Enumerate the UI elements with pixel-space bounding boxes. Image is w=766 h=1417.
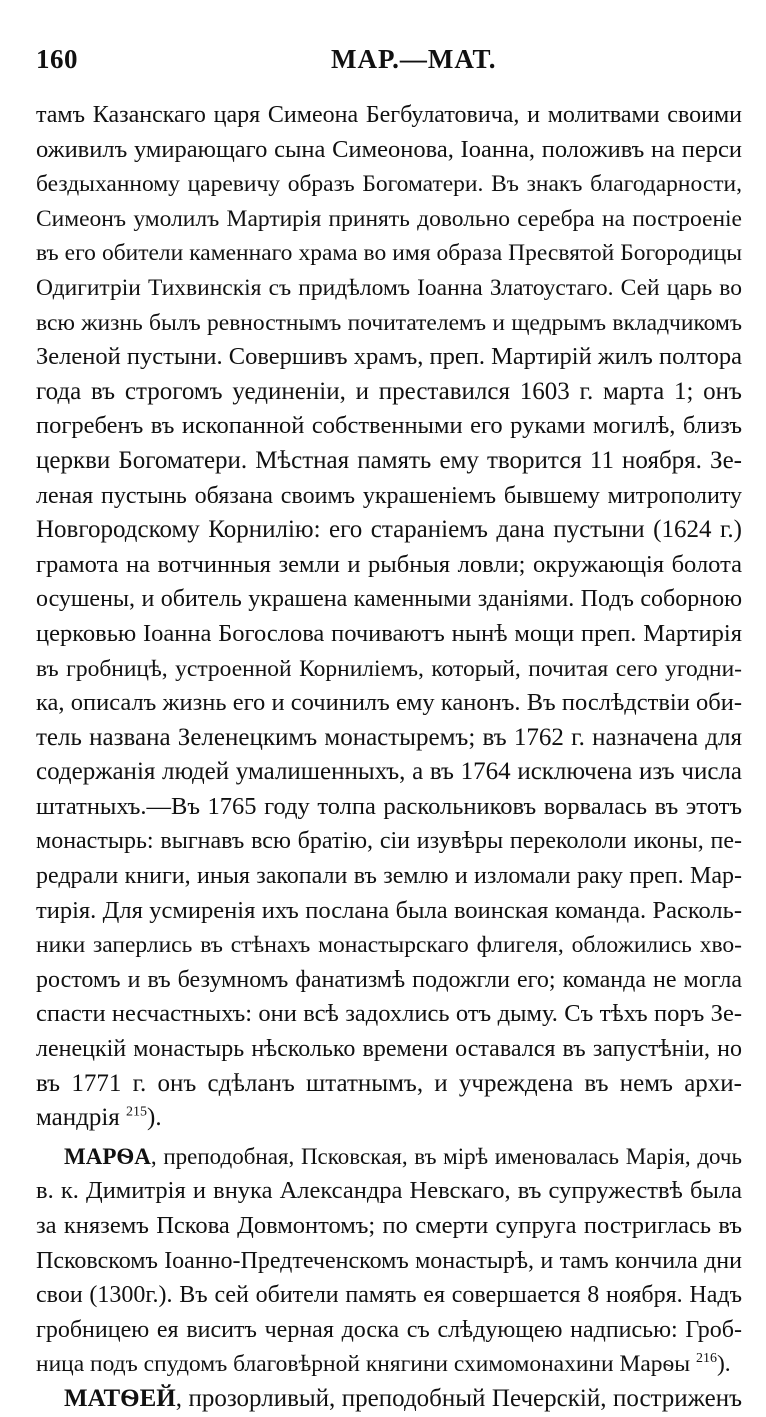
text-line: ростомъ и въ безумномъ фанатизмѣ подожгли его; команда не могла [36,966,742,993]
text-line: погребенъ въ ископанной собственными его руками могилѣ, близъ [36,412,742,440]
text-line [36,1382,742,1417]
text-line: леная пустынь обязана своимъ украшеніемъ бывшему митрополиту [36,482,742,509]
text-line: Одигитріи Тихвинскія съ придѣломъ Іоанна Златоустаго. Сей царь во [36,274,742,301]
entry-heading: МАРѲА [64,1143,151,1169]
text-line: спасти несчастныхъ: они всѣ задохлись отъ дыму. Съ тѣхъ поръ Зе- [36,1000,742,1028]
paragraph-martiry-continued [36,98,742,1136]
text-line: Симеонъ умолилъ Мартирія принять довольно серебра на построеніе [36,205,742,232]
text-line: содержанія людей умалишенныхъ, а въ 1764 исключена изъ числа [36,758,742,786]
text-line: ка, описалъ жизнь его и сочинилъ ему канонъ. Въ послѣдствіи оби- [36,689,742,717]
text-line [36,1101,742,1136]
running-head: МАР.—МАТ. [331,44,497,74]
text-line [36,1347,742,1382]
text-line [36,1140,742,1175]
text-line: свои (1300г.). Въ сей обители память ея совершается 8 ноября. Надъ [36,1282,742,1309]
text-line: церкви Богоматери. Мѣстная память ему творится 11 ноября. Зе- [36,446,742,474]
text-line: въ 1771 г. онъ сдѣланъ штатнымъ, и учреждена въ немъ архи- [36,1069,742,1097]
text-line: тель названа Зеленецкимъ монастыремъ; въ 1762 г. назначена для [36,723,742,751]
body-text [36,98,742,1417]
line-text-end: ). [147,1104,162,1132]
text-line: Псковскомъ Іоанно-Предтеченскомъ монастырѣ, и тамъ кончила дни [36,1247,742,1274]
text-line: ленецкій монастырь нѣсколько времени оставался въ запустѣніи, но [36,1036,742,1063]
page-header [36,44,744,84]
entry-heading: МАТѲЕЙ [64,1384,176,1412]
text-line: бездыханному царевичу образъ Богоматери. Въ знакъ благодарности, [36,171,742,198]
line-text: , преподобная, Псковская, въ мірѣ именовалась Марія, дочь [150,1143,742,1169]
paragraph-marfa [36,1140,742,1382]
text-line: церковью Іоанна Богослова почиваютъ нынѣ мощи преп. Мартирія [36,619,742,647]
text-line: тирія. Для усмиренія ихъ послана была воинская команда. Расколь- [36,896,742,924]
text-line: грамота на вотчинныя земли и рыбныя ловли; окружающія болота [36,550,742,578]
text-line: въ его обители каменнаго храма во имя образа Пресвятой Богородицы [36,240,742,267]
line-text: мандрія [36,1104,120,1132]
line-text-end: ). [716,1351,731,1378]
text-line: в. к. Димитрія и внука Александра Невскаго, въ супружествѣ была [36,1177,742,1205]
text-line: монастырь: выгнавъ всю братію, сіи изувѣры перекололи иконы, пе- [36,828,742,855]
text-line: года въ строгомъ уединеніи, и преставился 1603 г. марта 1; онъ [36,377,742,405]
text-line: всю жизнь былъ ревностнымъ почитателемъ и щедрымъ вкладчикомъ [36,309,742,336]
text-line: ники заперлись въ стѣнахъ монастырскаго флигеля, обложились хво- [36,932,742,959]
text-line: тамъ Казанскаго царя Симеона Бегбулатовича, и молитвами своими [36,102,742,128]
text-line: редрали книги, иныя закопали въ землю и изломали раку преп. Мар- [36,863,742,890]
text-line: гробницею ея виситъ черная доска съ слѣдующею надписью: Гроб- [36,1316,742,1343]
footnote-reference: 216 [695,1351,717,1367]
paragraph-matfei [36,1382,742,1417]
text-line: осушены, и обитель украшена каменными зданіями. Подъ соборною [36,586,742,613]
footnote-reference: 215 [126,1104,148,1120]
line-text: ница подъ спудомъ благовѣрной княгини схимомонахини Марѳы [36,1351,691,1378]
text-line: за княземъ Пскова Довмонтомъ; по смерти супруга постриглась въ [36,1212,742,1239]
text-line: Зеленой пустыни. Совершивъ храмъ, преп. Мартирій жилъ полтора [36,343,742,371]
text-line: Новгородскому Корнилію: его стараніемъ дана пустыни (1624 г.) [36,516,742,544]
line-text: , прозорливый, преподобный Печерскій, постриженъ [175,1384,742,1412]
page-number: 160 [36,44,78,74]
text-line: въ гробницѣ, устроенной Корниліемъ, который, почитая сего угодни- [36,655,742,682]
text-line: оживилъ умирающаго сына Симеонова, Іоанна, положивъ на перси [36,135,742,163]
text-line: штатныхъ.—Въ 1765 году толпа раскольниковъ ворвалась въ этотъ [36,792,742,820]
